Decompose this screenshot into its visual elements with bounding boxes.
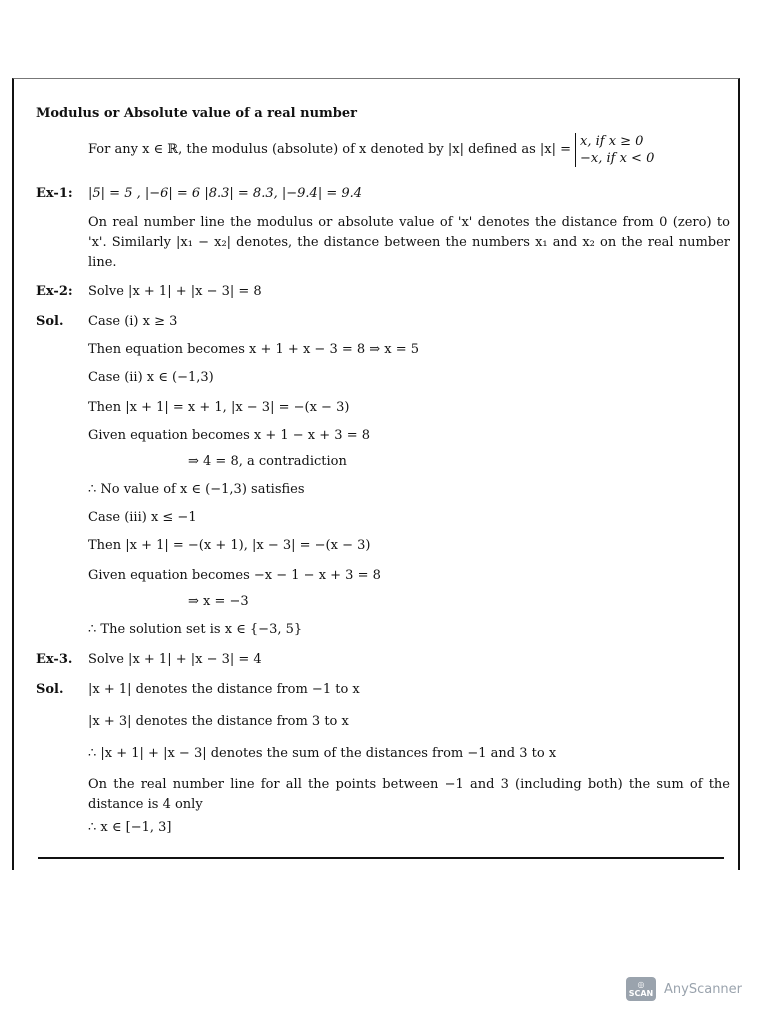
definition-case-2: −x, if x < 0 [580, 151, 655, 166]
definition-text: For any x ∈ ℝ, the modulus (absolute) of x denoted by |x| defined as |x| = [88, 142, 571, 157]
solution-line: ⇒ x = −3 [188, 594, 249, 609]
example-1-line: |5| = 5 , |−6| = 6 |8.3| = 8.3, |−9.4| = 9.4 [88, 186, 363, 201]
page-frame [12, 78, 740, 870]
solution-line: Case (i) x ≥ 3 [88, 314, 178, 329]
solution-line: ∴ No value of x ∈ (−1,3) satisfies [88, 482, 305, 497]
example-3-problem: Solve |x + 1| + |x − 3| = 4 [88, 652, 262, 667]
bottom-rule [38, 857, 724, 859]
solution-line: Then equation becomes x + 1 + x − 3 = 8 ⇒ x = 5 [88, 342, 420, 357]
piecewise-cases [575, 133, 654, 167]
solution-line: ∴ The solution set is x ∈ {−3, 5} [88, 622, 303, 637]
example-3-paragraph: On the real number line for all the points between −1 and 3 (including both) the sum of the distance is 4 only [88, 777, 730, 812]
solution-line: Then |x + 1| = −(x + 1), |x − 3| = −(x − 3) [88, 538, 371, 553]
solution-line: Case (iii) x ≤ −1 [88, 510, 197, 525]
example-3-label: Ex-3. [36, 652, 73, 667]
definition-line [88, 133, 708, 167]
scanner-brand-text: AnyScanner [664, 981, 743, 997]
scanner-watermark [626, 977, 742, 1001]
solution-conclusion: ∴ x ∈ [−1, 3] [88, 820, 172, 835]
solution-line: ⇒ 4 = 8, a contradiction [188, 454, 347, 469]
solution-line: |x + 3| denotes the distance from 3 to x [88, 714, 349, 729]
solution-line: Given equation becomes −x − 1 − x + 3 = 8 [88, 568, 381, 583]
definition-case-1: x, if x ≥ 0 [580, 134, 644, 149]
example-1-paragraph: On real number line the modulus or absolute value of 'x' denotes the distance from 0 (zero) to 'x'. Similarly |x₁ − x₂| denotes, the distance between the numbers x₁ and x₂ on the real number line. [88, 215, 730, 270]
solution-line: ∴ |x + 1| + |x − 3| denotes the sum of the distances from −1 and 3 to x [88, 746, 557, 761]
scanner-logo-icon: ◎ SCAN [626, 977, 656, 1001]
solution-label: Sol. [36, 682, 64, 697]
example-2-problem: Solve |x + 1| + |x − 3| = 8 [88, 284, 262, 299]
example-2-label: Ex-2: [36, 284, 73, 299]
solution-line: Given equation becomes x + 1 − x + 3 = 8 [88, 428, 370, 443]
scanner-logo-text: SCAN [628, 989, 654, 998]
solution-line: Then |x + 1| = x + 1, |x − 3| = −(x − 3) [88, 400, 350, 415]
solution-line: |x + 1| denotes the distance from −1 to x [88, 682, 360, 697]
solution-line: Case (ii) x ∈ (−1,3) [88, 370, 214, 385]
solution-label: Sol. [36, 314, 64, 329]
section-heading: Modulus or Absolute value of a real number [36, 106, 358, 121]
example-1-label: Ex-1: [36, 186, 73, 201]
